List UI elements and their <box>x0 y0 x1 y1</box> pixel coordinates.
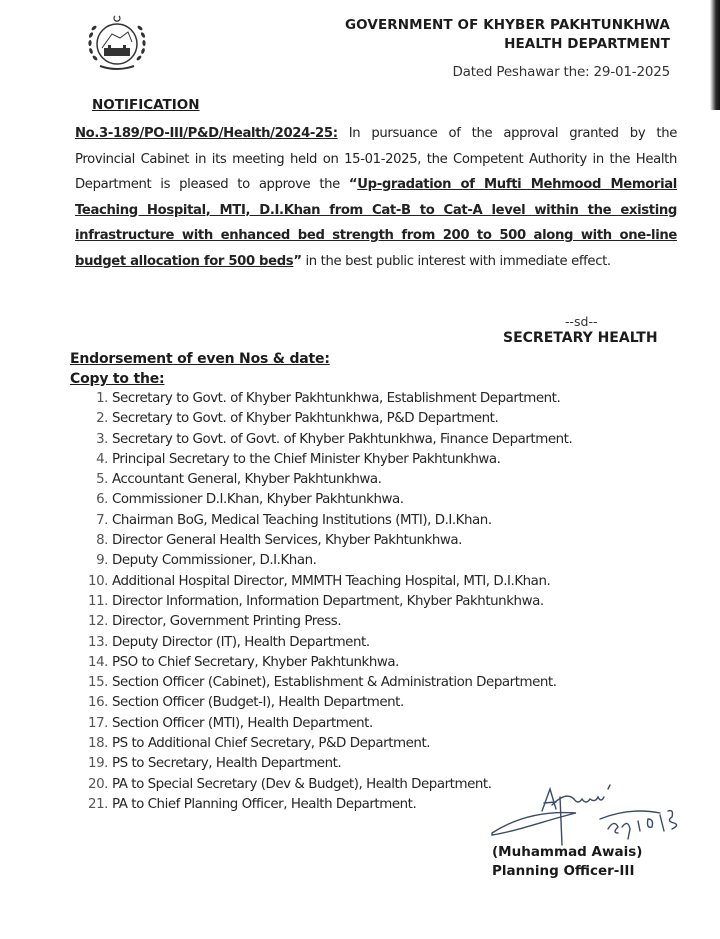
approved-subject: Up-gradation of Mufti Mehmood Memorial Teaching Hospital, MTI, D.I.Khan from Cat-B to Cat-A level within the existing infrastructure with enhanced bed strength from 200 to 500 along with one-line budget allocation for 500 beds <box>75 177 677 269</box>
body-text-intro: In pursuance of the approval granted by the Provincial Cabinet in its meeting held on 15-01-2025, the Competent Authority in the Health Department is pleased to approve the <box>75 126 677 192</box>
body-text-closing: in the best public interest with immediate effect. <box>301 253 611 269</box>
list-item: 18. PS to Additional Chief Secretary, P&D Department. <box>88 736 431 752</box>
distribution-list <box>80 389 572 815</box>
signer-block <box>492 843 642 881</box>
list-item: 6. Commissioner D.I.Khan, Khyber Pakhtunkhwa. <box>96 492 404 508</box>
list-item: 19. PS to Secretary, Health Department. <box>88 756 342 772</box>
notification-title: NOTIFICATION <box>92 97 200 113</box>
signer-designation: Planning Officer-III <box>492 863 635 879</box>
department-name: HEALTH DEPARTMENT <box>504 36 670 52</box>
government-emblem-icon <box>82 8 152 78</box>
quote-close: ” <box>293 253 302 269</box>
list-item: 13. Deputy Director (IT), Health Department. <box>88 634 370 650</box>
list-item: 21. PA to Chief Planning Officer, Health Department. <box>88 796 417 812</box>
dated-line: Dated Peshawar the: 29-01-2025 <box>452 64 670 80</box>
list-item: 1. Secretary to Govt. of Khyber Pakhtunkhwa, Establishment Department. <box>96 391 561 406</box>
list-item: 4. Principal Secretary to the Chief Minister Khyber Pakhtunkhwa. <box>96 451 501 467</box>
list-item: 11. Director Information, Information Department, Khyber Pakhtunkhwa. <box>88 593 544 609</box>
signed-marker: --sd-- <box>565 314 598 329</box>
notification-body <box>75 121 677 274</box>
list-item: 20. PA to Special Secretary (Dev & Budget), Health Department. <box>88 776 492 792</box>
list-item: 12. Director, Government Printing Press. <box>88 614 342 630</box>
notification-reference-number: No.3-189/PO-III/P&D/Health/2024-25: <box>75 126 338 141</box>
list-item: 14. PSO to Chief Secretary, Khyber Pakhtunkhwa. <box>88 654 399 670</box>
government-name: GOVERNMENT OF KHYBER PAKHTUNKHWA <box>345 17 670 33</box>
endorsement-block <box>70 349 330 389</box>
paper-edge-shadow <box>710 0 720 110</box>
list-item: 17. Section Officer (MTI), Health Department. <box>88 715 373 731</box>
list-item: 7. Chairman BoG, Medical Teaching Institutions (MTI), D.I.Khan. <box>96 512 492 528</box>
signer-name: (Muhammad Awais) <box>492 844 643 860</box>
quote-open: “ <box>348 177 358 192</box>
copy-to-heading: Copy to the: <box>70 371 165 387</box>
letterhead <box>345 16 670 54</box>
list-item: 2. Secretary to Govt. of Khyber Pakhtunkhwa, P&D Department. <box>96 411 499 427</box>
endorsement-heading: Endorsement of even Nos & date: <box>70 351 330 367</box>
list-item: 10. Additional Hospital Director, MMMTH Teaching Hospital, MTI, D.I.Khan. <box>88 573 551 589</box>
list-item: 15. Section Officer (Cabinet), Establishment & Administration Department. <box>88 675 557 691</box>
secretary-title: SECRETARY HEALTH <box>503 330 658 346</box>
list-item: 8. Director General Health Services, Khyber Pakhtunkhwa. <box>96 533 462 549</box>
list-item: 9. Deputy Commissioner, D.I.Khan. <box>96 553 317 569</box>
list-item: 5. Accountant General, Khyber Pakhtunkhwa. <box>96 472 382 488</box>
list-item: 3. Secretary to Govt. of Govt. of Khyber Pakhtunkhwa, Finance Department. <box>96 431 573 447</box>
list-item: 16. Section Officer (Budget-I), Health Department. <box>88 695 404 711</box>
